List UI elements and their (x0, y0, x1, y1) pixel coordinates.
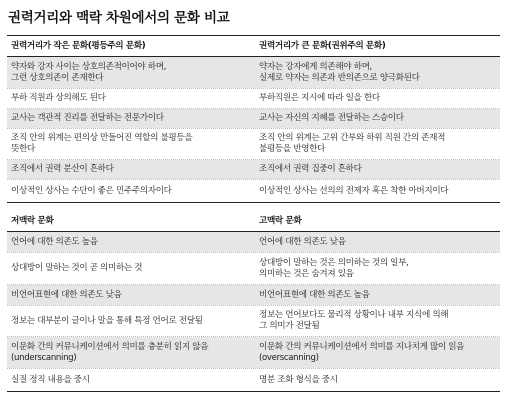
table-cell: 정보는 언어보다도 물리적 상황이나 내부 지식에 의해 그 의미가 전달됨 (259, 310, 449, 331)
table-cell: 이상적인 상사는 수단이 좋은 민주주의자이다 (11, 185, 172, 196)
table-cell: 조직에서 권력 분산이 흔하다 (7, 160, 253, 179)
context-header-row (7, 211, 500, 231)
header-low-context: 저맥락 문화 (11, 215, 54, 226)
table-cell: 약자와 강자 사이는 상호의존적이어야 하며, 그런 상호의존이 존재한다 (7, 57, 253, 88)
table-cell: 약자는 강자에게 의존해야 하며, 실제로 약자는 의존과 반의존으로 양극화된다 (253, 57, 500, 88)
comparison-table (7, 35, 500, 392)
table-cell: 명분 조화 형식을 중시 (259, 374, 338, 385)
table-cell: 언어에 대한 의존도 높음 (7, 232, 253, 252)
table-bottom-rule (7, 391, 500, 392)
table-cell: 상대방이 말하는 것은 의미하는 것의 일부, 의미하는 것은 숨겨져 있음 (259, 257, 409, 279)
section-divider (7, 202, 500, 211)
table-cell: 실질 정직 내용을 중시 (11, 374, 90, 385)
table-cell: 이문화 간의 커뮤니케이션에서 의미를 지나치게 많이 읽음 (overscanning) (253, 337, 500, 368)
table-row (7, 159, 500, 179)
table-cell: 조직에서 권력 집중이 흔하다 (253, 160, 500, 179)
table-row (7, 336, 500, 368)
table-cell: 조직 안의 위계는 편의상 만들어진 역할의 불평등을 뜻한다 (11, 133, 193, 154)
document-title: 권력거리와 맥락 차원에서의 문화 비교 (8, 10, 230, 26)
table-cell: 이상적인 상사는 선의의 전제자 혹은 착한 아버지이다 (259, 185, 449, 196)
table-cell: 조직 안의 위계는 고위 간부와 하위 직원 간의 존재적 불평등을 반영한다 (259, 133, 446, 154)
table-cell: 교사는 객관적 진리를 전달하는 전문가이다 (7, 109, 253, 128)
table-cell: 정보는 대부분이 글이나 말을 통해 특정 언어로 전달됨 (11, 315, 203, 326)
table-row (7, 128, 500, 159)
table-cell: 언어에 대한 의존도 낮음 (253, 232, 500, 252)
header-high-power-distance: 권력거리가 큰 문화(권위주의 문화) (259, 40, 386, 51)
table-row (7, 88, 500, 108)
table-row (7, 252, 500, 284)
table-cell: 상대방이 말하는 것이 곧 의미하는 것 (11, 263, 143, 273)
table-row (7, 179, 500, 202)
header-low-power-distance: 권력거리가 작은 문화(평등주의 문화) (11, 40, 146, 51)
table-row (7, 284, 500, 305)
table-row (7, 56, 500, 88)
table-cell: 비언어표현에 대한 의존도 높음 (253, 285, 500, 305)
header-high-context: 고맥락 문화 (259, 215, 302, 226)
table-cell: 교사는 자신의 지혜를 전달하는 스승이다 (253, 109, 500, 128)
table-row (7, 368, 500, 391)
table-row (7, 231, 500, 252)
table-cell: 비언어표현에 대한 의존도 낮음 (7, 285, 253, 305)
table-row (7, 305, 500, 336)
table-cell: 이문화 간의 커뮤니케이션에서 의미를 충분히 읽지 않음 (underscanning) (7, 337, 253, 368)
table-row (7, 108, 500, 128)
table-cell: 부하 직원과 상의해도 된다 (11, 93, 106, 103)
table-cell: 부하직원은 지시에 따라 일을 한다 (259, 93, 380, 103)
power-distance-header-row (7, 35, 500, 56)
